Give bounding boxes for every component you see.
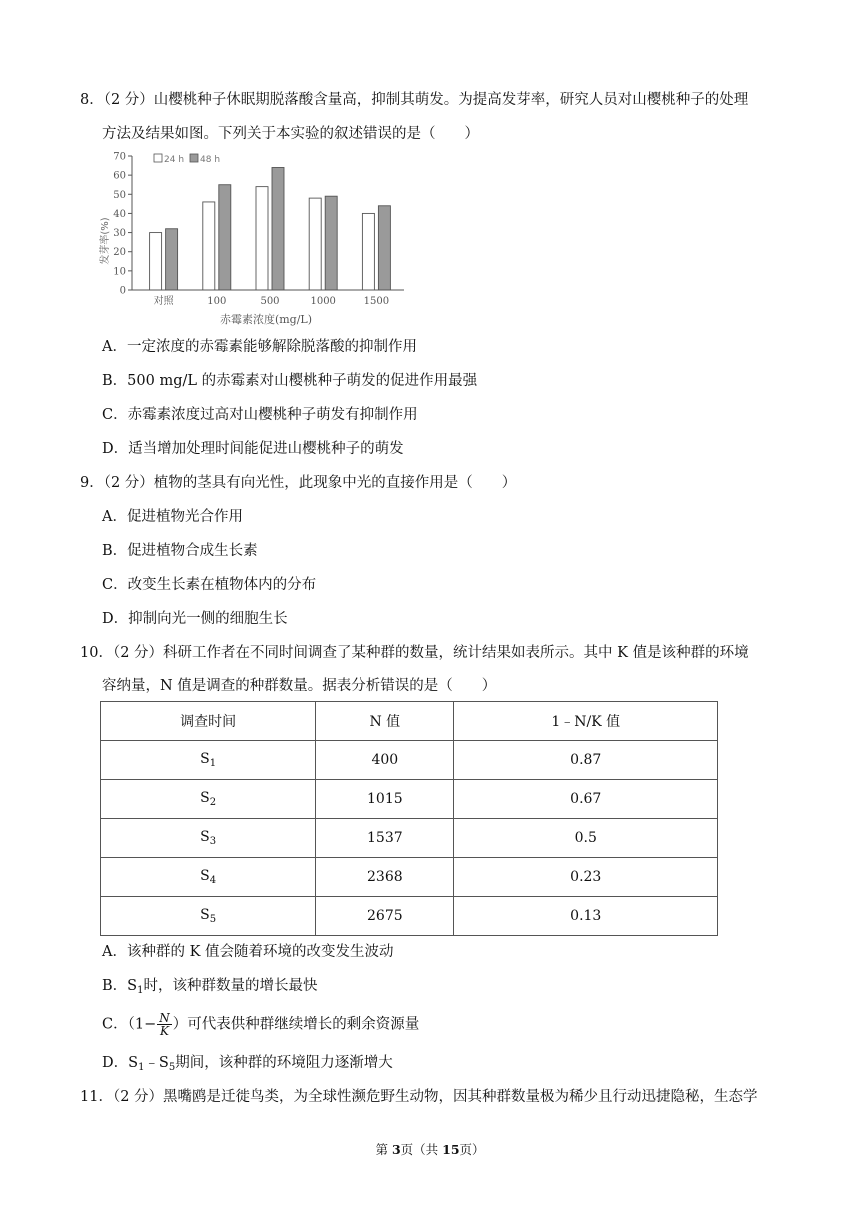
cell-n: 400 xyxy=(316,741,454,780)
cell-time xyxy=(101,858,316,897)
time-letter: S xyxy=(200,829,210,845)
fraction-n-over-k xyxy=(157,1012,172,1037)
time-sub: 5 xyxy=(209,914,217,925)
q10-stem-line2: 容纳量，N 值是调查的种群数量。据表分析错误的是（ ） xyxy=(102,678,497,694)
opt-d-pre: D．S xyxy=(102,1055,139,1071)
q9-stem: 9．（2 分）植物的茎具有向光性，此现象中光的直接作用是（ ） xyxy=(80,475,517,491)
q10-option-a: A．该种群的 K 值会随着环境的改变发生波动 xyxy=(102,944,394,960)
q10-option-c xyxy=(102,1012,419,1037)
x-tick-label: 1500 xyxy=(363,296,390,307)
legend-label-48h: 48 h xyxy=(200,155,221,165)
y-tick-label: 60 xyxy=(113,170,126,182)
q9-option-d: D．抑制向光一侧的细胞生长 xyxy=(102,611,288,627)
bar-48h-4 xyxy=(378,206,390,290)
opt-c-pre: C．（1− xyxy=(102,1016,157,1033)
time-sub: 1 xyxy=(209,758,217,769)
fraction-denominator: K xyxy=(160,1024,169,1038)
opt-d-sub2: 5 xyxy=(168,1062,176,1073)
y-tick-label: 30 xyxy=(113,228,126,240)
legend-label-24h: 24 h xyxy=(164,155,185,165)
bars-group xyxy=(150,167,391,290)
opt-b-sub: 1 xyxy=(137,985,144,996)
q10-option-d xyxy=(102,1053,393,1078)
page-footer xyxy=(0,1140,860,1158)
bar-24h-2 xyxy=(256,187,268,290)
cell-time xyxy=(101,819,316,858)
cell-n: 1015 xyxy=(316,780,454,819)
x-tick-label: 100 xyxy=(207,296,227,307)
y-tick-label: 50 xyxy=(113,189,126,201)
cell-n: 2675 xyxy=(316,897,454,936)
footer-total-pages: 15 xyxy=(442,1142,460,1157)
cell-ratio: 0.67 xyxy=(454,780,718,819)
cell-time xyxy=(101,897,316,936)
q9-option-b: B．促进植物合成生长素 xyxy=(102,543,258,559)
cell-n: 1537 xyxy=(316,819,454,858)
legend xyxy=(154,154,220,165)
q9-option-c: C．改变生长素在植物体内的分布 xyxy=(102,577,317,593)
cell-ratio: 0.5 xyxy=(454,819,718,858)
x-axis xyxy=(154,294,390,307)
y-tick-label: 0 xyxy=(119,285,126,297)
table-row xyxy=(101,858,718,897)
cell-time xyxy=(101,780,316,819)
bar-48h-1 xyxy=(219,185,231,290)
time-letter: S xyxy=(200,790,210,806)
y-axis xyxy=(113,152,132,297)
cell-ratio: 0.87 xyxy=(454,741,718,780)
germination-bar-chart xyxy=(98,146,408,328)
legend-swatch-24h xyxy=(154,154,162,162)
fraction-numerator: N xyxy=(159,1011,170,1025)
opt-d-sub1: 1 xyxy=(138,1062,145,1073)
header-ratio: 1﹣N/K 值 xyxy=(454,702,718,741)
q10-stem-line1: 10．（2 分）科研工作者在不同时间调查了某种群的数量，统计结果如表所示。其中 K 值是该种群的环境 xyxy=(80,645,749,661)
table-row xyxy=(101,780,718,819)
header-time: 调查时间 xyxy=(101,702,316,741)
time-sub: 3 xyxy=(209,836,217,847)
table-row xyxy=(101,819,718,858)
bar-24h-4 xyxy=(362,213,374,290)
x-tick-label: 500 xyxy=(260,296,280,307)
q9-option-a: A．促进植物光合作用 xyxy=(102,509,243,525)
y-tick-label: 20 xyxy=(113,247,126,259)
x-axis-label: 赤霉素浓度(mg/L) xyxy=(219,313,313,326)
table-header-row xyxy=(101,702,718,741)
population-table xyxy=(100,701,718,936)
y-axis-label: 发芽率(%) xyxy=(100,217,111,265)
opt-b-post: 时，该种群数量的增长最快 xyxy=(143,978,318,994)
cell-n: 2368 xyxy=(316,858,454,897)
table-row xyxy=(101,897,718,936)
q8-option-c: C．赤霉素浓度过高对山樱桃种子萌发有抑制作用 xyxy=(102,407,418,423)
x-tick-label: 对照 xyxy=(153,296,174,307)
opt-b-pre: B．S xyxy=(102,978,138,994)
time-sub: 2 xyxy=(209,797,217,808)
footer-post: 页） xyxy=(459,1142,485,1157)
y-tick-label: 40 xyxy=(113,208,126,220)
cell-time xyxy=(101,741,316,780)
q8-option-b: B．500 mg/L 的赤霉素对山樱桃种子萌发的促进作用最强 xyxy=(102,373,478,389)
bar-48h-3 xyxy=(325,196,337,290)
opt-c-post: ）可代表供种群继续增长的剩余资源量 xyxy=(172,1016,420,1033)
q8-option-a: A．一定浓度的赤霉素能够解除脱落酸的抑制作用 xyxy=(102,339,417,355)
cell-ratio: 0.23 xyxy=(454,858,718,897)
footer-page-number: 3 xyxy=(391,1142,401,1157)
q8-stem-line2: 方法及结果如图。下列关于本实验的叙述错误的是（ ） xyxy=(102,126,479,142)
time-sub: 4 xyxy=(209,875,217,886)
bar-48h-2 xyxy=(272,167,284,290)
q11-stem-line1: 11．（2 分）黑嘴鸥是迁徙鸟类，为全球性濒危野生动物，因其种群数量极为稀少且行动迅捷隐秘，生态学 xyxy=(80,1089,758,1105)
time-letter: S xyxy=(200,907,210,923)
footer-mid: 页（共 xyxy=(400,1142,443,1157)
opt-d-mid: ﹣S xyxy=(144,1055,169,1071)
q8-option-d: D．适当增加处理时间能促进山樱桃种子的萌发 xyxy=(102,441,404,457)
q8-stem-line1: 8．（2 分）山樱桃种子休眠期脱落酸含量高，抑制其萌发。为提高发芽率，研究人员对山樱桃种子的处理 xyxy=(80,92,749,108)
y-tick-label: 70 xyxy=(113,151,126,163)
x-tick-label: 1000 xyxy=(310,296,336,307)
bar-24h-0 xyxy=(150,233,162,290)
bar-48h-0 xyxy=(166,229,178,290)
legend-swatch-48h xyxy=(190,154,198,162)
q10-option-b xyxy=(102,976,317,1001)
time-letter: S xyxy=(200,751,210,767)
cell-ratio: 0.13 xyxy=(454,897,718,936)
footer-pre: 第 xyxy=(375,1142,392,1157)
time-letter: S xyxy=(200,868,210,884)
table-row xyxy=(101,741,718,780)
y-tick-label: 10 xyxy=(113,266,126,278)
bar-24h-3 xyxy=(309,198,321,290)
bar-24h-1 xyxy=(203,202,215,290)
header-n: N 值 xyxy=(316,702,454,741)
opt-d-post: 期间，该种群的环境阻力逐渐增大 xyxy=(175,1055,393,1071)
